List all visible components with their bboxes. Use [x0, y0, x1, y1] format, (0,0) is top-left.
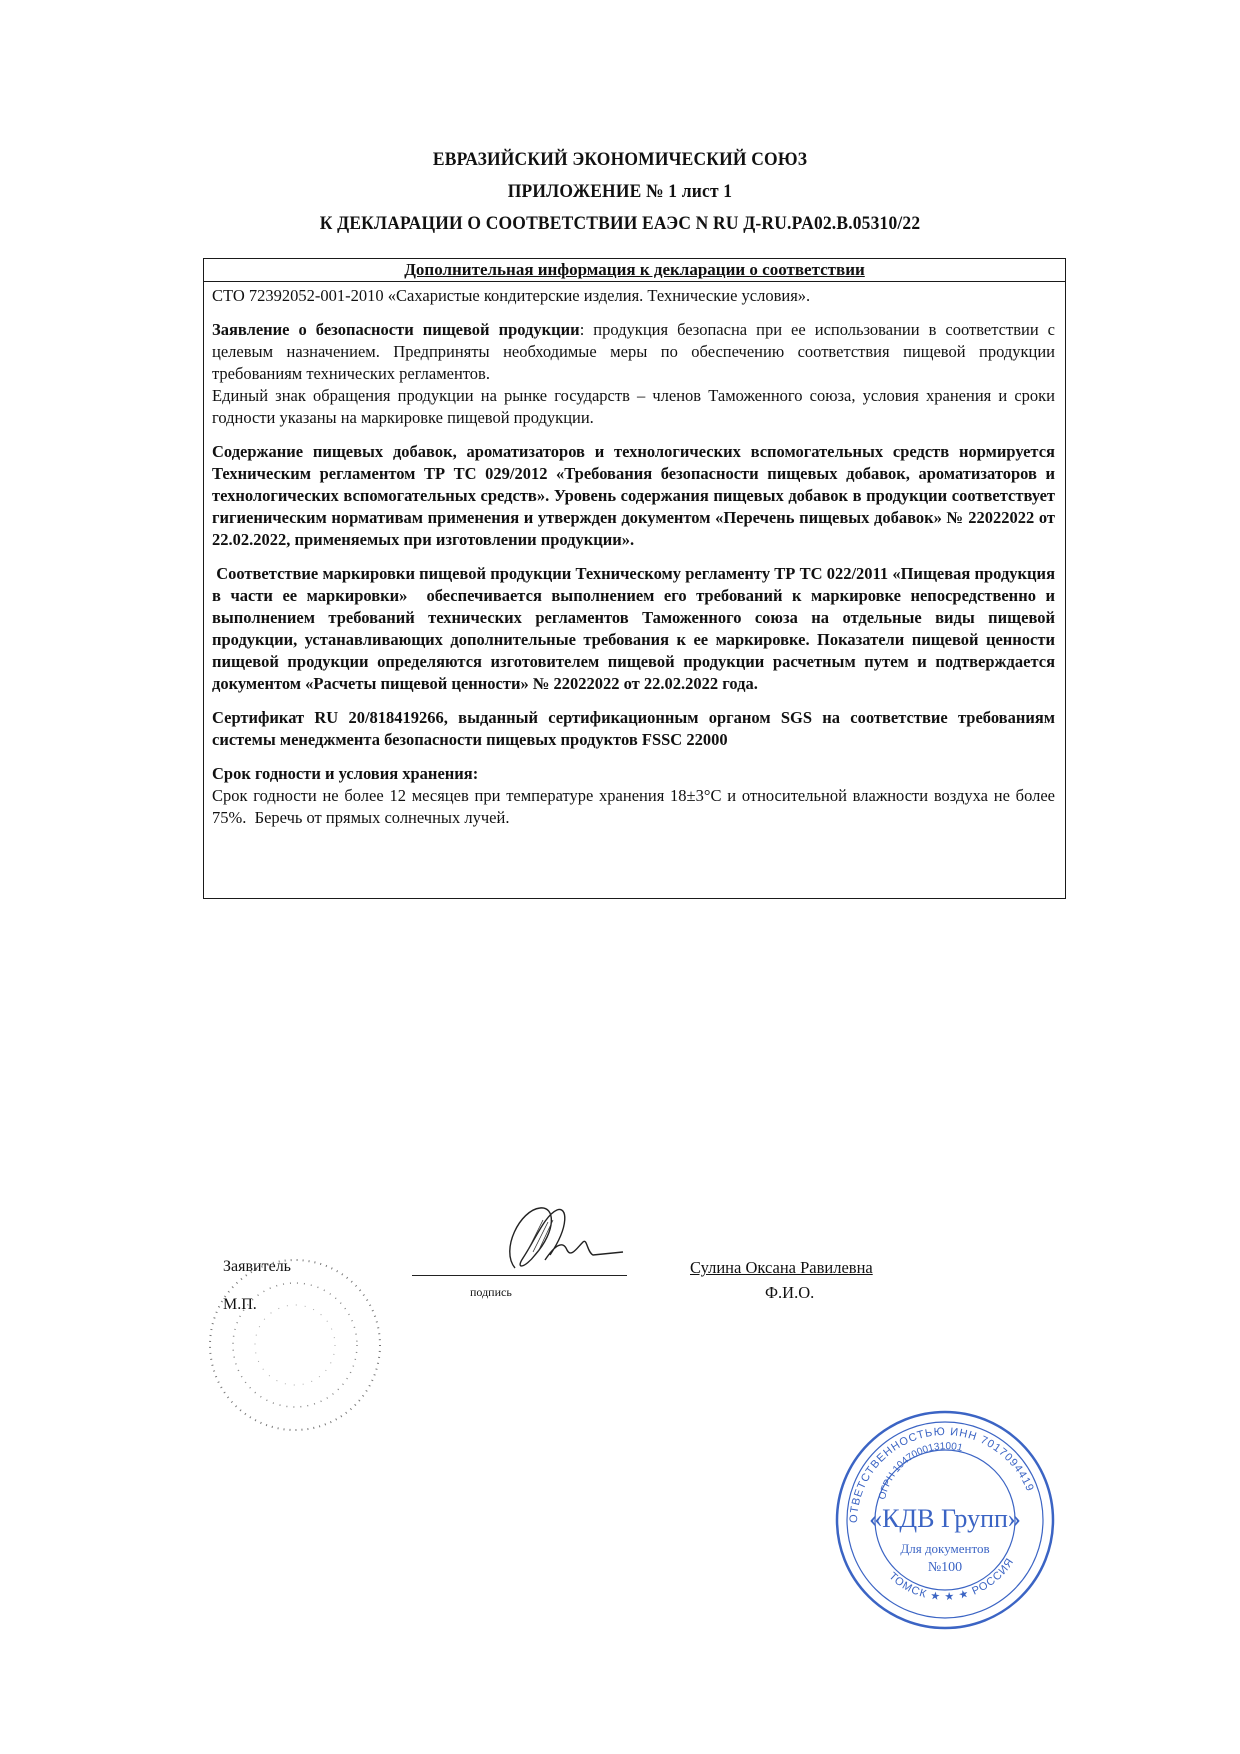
market-mark-statement: Единый знак обращения продукции на рынке государств – членов Таможенного союза, условия хранения и сроки годности указаны на маркировке пищевой продукции.: [212, 386, 1055, 427]
signature-line: [412, 1275, 627, 1276]
certificate-statement: Сертификат RU 20/818419266, выданный сертификационным органом SGS на соответствие требованиям системы менеджмента безопасности пищевых продуктов FSSC 22000: [212, 708, 1055, 749]
union-title: ЕВРАЗИЙСКИЙ ЭКОНОМИЧЕСКИЙ СОЮЗ: [432, 149, 808, 170]
name-caption: Ф.И.О.: [765, 1283, 815, 1302]
declaration-number-title: К ДЕКЛАРАЦИИ О СООТВЕТСТВИИ ЕАЭС N RU Д-RU.PA02.B.05310/22: [319, 213, 921, 234]
company-stamp: [825, 1405, 1065, 1635]
seal-place-label: М.П.: [223, 1296, 257, 1313]
safety-label: Заявление о безопасности пищевой продукции: [212, 320, 580, 339]
safety-statement: [212, 319, 1055, 385]
labeling-statement: Соответствие маркировки пищевой продукции Техническому регламенту ТР ТС 022/2011 «Пищевая продукция в части ее маркировки» обеспечивается выполнением его требований к маркировке непосредственно и выполнением требований технических регламентов Таможенного союза на отдельные виды пищевой продукции, устанавливающих дополнительные требования к ее маркировке. Показатели пищевой ценности пищевой продукции определяются изготовителем пищевой продукции расчетным путем и подтверждается документом «Расчеты пищевой ценности» № 22022022 от 22.02.2022 года.: [212, 564, 1060, 693]
storage-heading: Срок годности и условия хранения:: [212, 764, 479, 783]
stamp-purpose: Для документов: [900, 1541, 990, 1556]
additives-statement: Содержание пищевых добавок, ароматизаторов и технологических вспомогательных средств нормируется Техническим регламентом ТР ТС 029/2012 «Требования безопасности пищевых добавок, ароматизаторов и технологических вспомогательных средств». Уровень содержания пищевых добавок в продукции соответствует гигиеническим нормативам применения и утвержден документом «Перечень пищевых добавок» № 22022022 от 22.02.2022, применяемых при изготовлении продукции».: [212, 442, 1055, 549]
applicant-label: Заявитель: [223, 1258, 291, 1275]
standard-reference: СТО 72392052-001-2010 «Сахаристые кондитерские изделия. Технические условия».: [212, 286, 811, 305]
signature-caption: подпись: [470, 1285, 512, 1299]
table-heading-text: Дополнительная информация к декларации о соответствии: [404, 260, 865, 279]
safety-text: : продукция безопасна при ее использовании в соответствии с целевым назначением. Предприняты необходимые меры по обеспечению соответствия пищевой продукции требованиям технических регламентов.: [212, 320, 1055, 383]
stamp-ring-bottom: ТОМСК ★ ★ ★ РОССИЯ: [886, 1555, 1017, 1604]
appendix-title: ПРИЛОЖЕНИЕ № 1 лист 1: [507, 181, 733, 202]
handwritten-signature: [495, 1200, 625, 1275]
stamp-ring-top: ОТВЕТСТВЕННОСТЬЮ ИНН 7017094419: [847, 1425, 1036, 1524]
stamp-number: №100: [927, 1560, 963, 1575]
storage-text: Срок годности не более 12 месяцев при температуре хранения 18±3°С и относительной влажности воздуха не более 75%. Беречь от прямых солнечных лучей.: [212, 786, 1060, 827]
additional-info-table: [203, 258, 1066, 899]
signer-name: Сулина Оксана Равилевна: [690, 1258, 873, 1277]
table-body: [204, 282, 1065, 829]
table-heading: [204, 259, 1065, 282]
stamp-company-name: «КДВ Групп»: [869, 1504, 1021, 1533]
applicant-seal-faint: [200, 1250, 390, 1440]
stamp-ogrn: ОГРН 1047000131001: [877, 1441, 964, 1501]
